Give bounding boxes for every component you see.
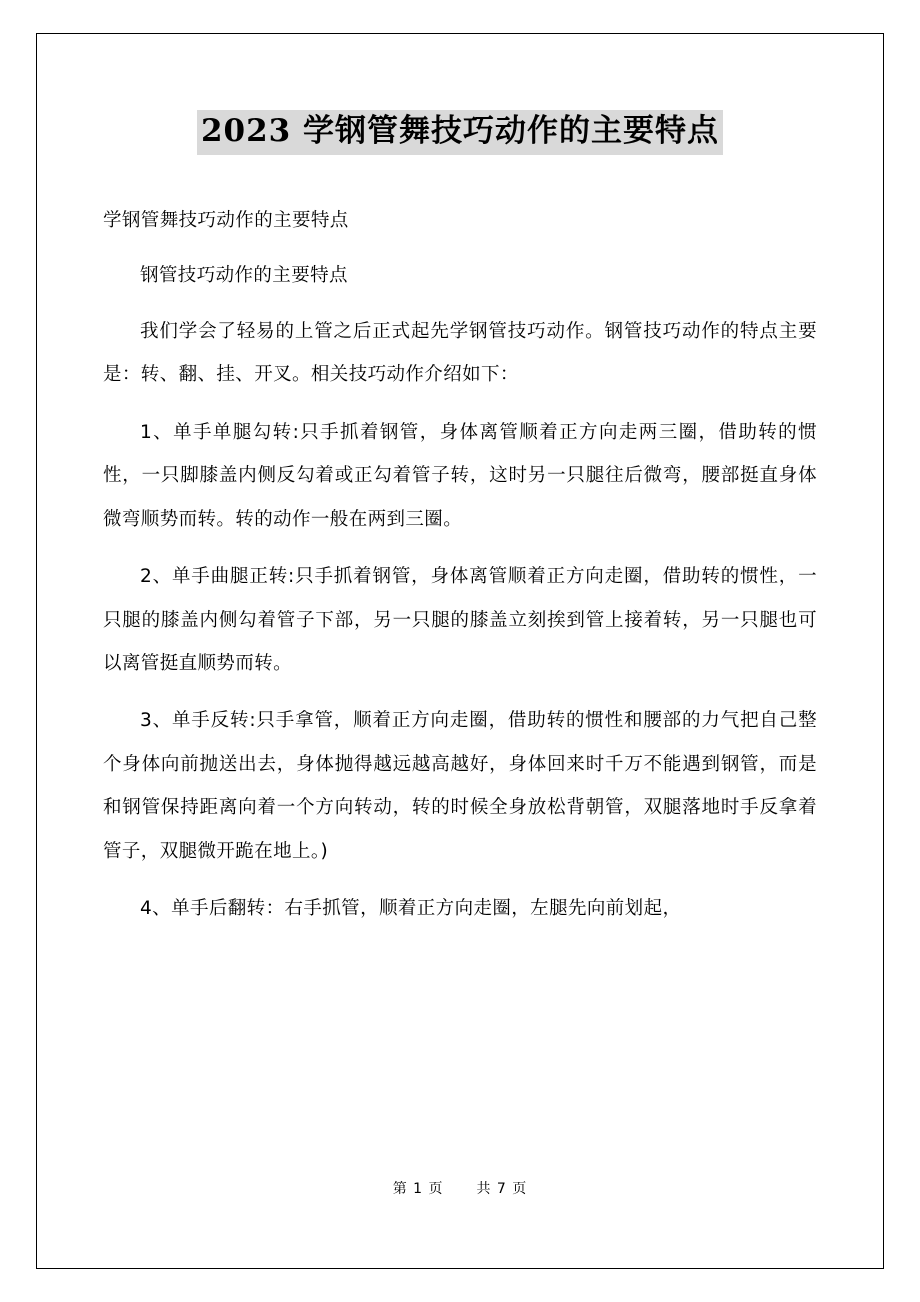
footer-page-number: 第 1 页	[392, 1181, 444, 1197]
footer-total-pages: 共 7 页	[476, 1181, 528, 1197]
page-title: 2023 学钢管舞技巧动作的主要特点	[197, 110, 723, 155]
paragraph-heading: 学钢管舞技巧动作的主要特点	[103, 209, 349, 231]
paragraph-intro: 我们学会了轻易的上管之后正式起先学钢管技巧动作。钢管技巧动作的特点主要是：转、翻、挂、开叉。相关技巧动作介绍如下：	[103, 320, 817, 386]
paragraph-item-4: 4、单手后翻转：右手抓管，顺着正方向走圈，左腿先向前划起，	[140, 898, 682, 920]
paragraph-item-2: 2、单手曲腿正转:只手抓着钢管，身体离管顺着正方向走圈，借助转的惯性，一只腿的膝盖内侧勾着管子下部，另一只腿的膝盖立刻挨到管上接着转，另一只腿也可以离管挺直顺势而转。	[103, 566, 817, 674]
title-container	[103, 110, 817, 155]
page-footer	[0, 1178, 920, 1198]
paragraph-subheading: 钢管技巧动作的主要特点	[140, 265, 348, 287]
paragraph-item-1: 1、单手单腿勾转:只手抓着钢管，身体离管顺着正方向走两三圈，借助转的惯性，一只脚膝盖内侧反勾着或正勾着管子转，这时另一只腿往后微弯，腰部挺直身体微弯顺势而转。转的动作一般在两到三圈。	[103, 421, 817, 530]
paragraph-item-3: 3、单手反转:只手拿管，顺着正方向走圈，借助转的惯性和腰部的力气把自己整个身体向前抛送出去，身体抛得越远越高越好，身体回来时千万不能遇到钢管，而是和钢管保持距离向着一个方向转动，转的时候全身放松背朝管，双腿落地时手反拿着管子，双腿微开跪在地上。)	[103, 710, 817, 862]
document-content	[103, 110, 817, 945]
